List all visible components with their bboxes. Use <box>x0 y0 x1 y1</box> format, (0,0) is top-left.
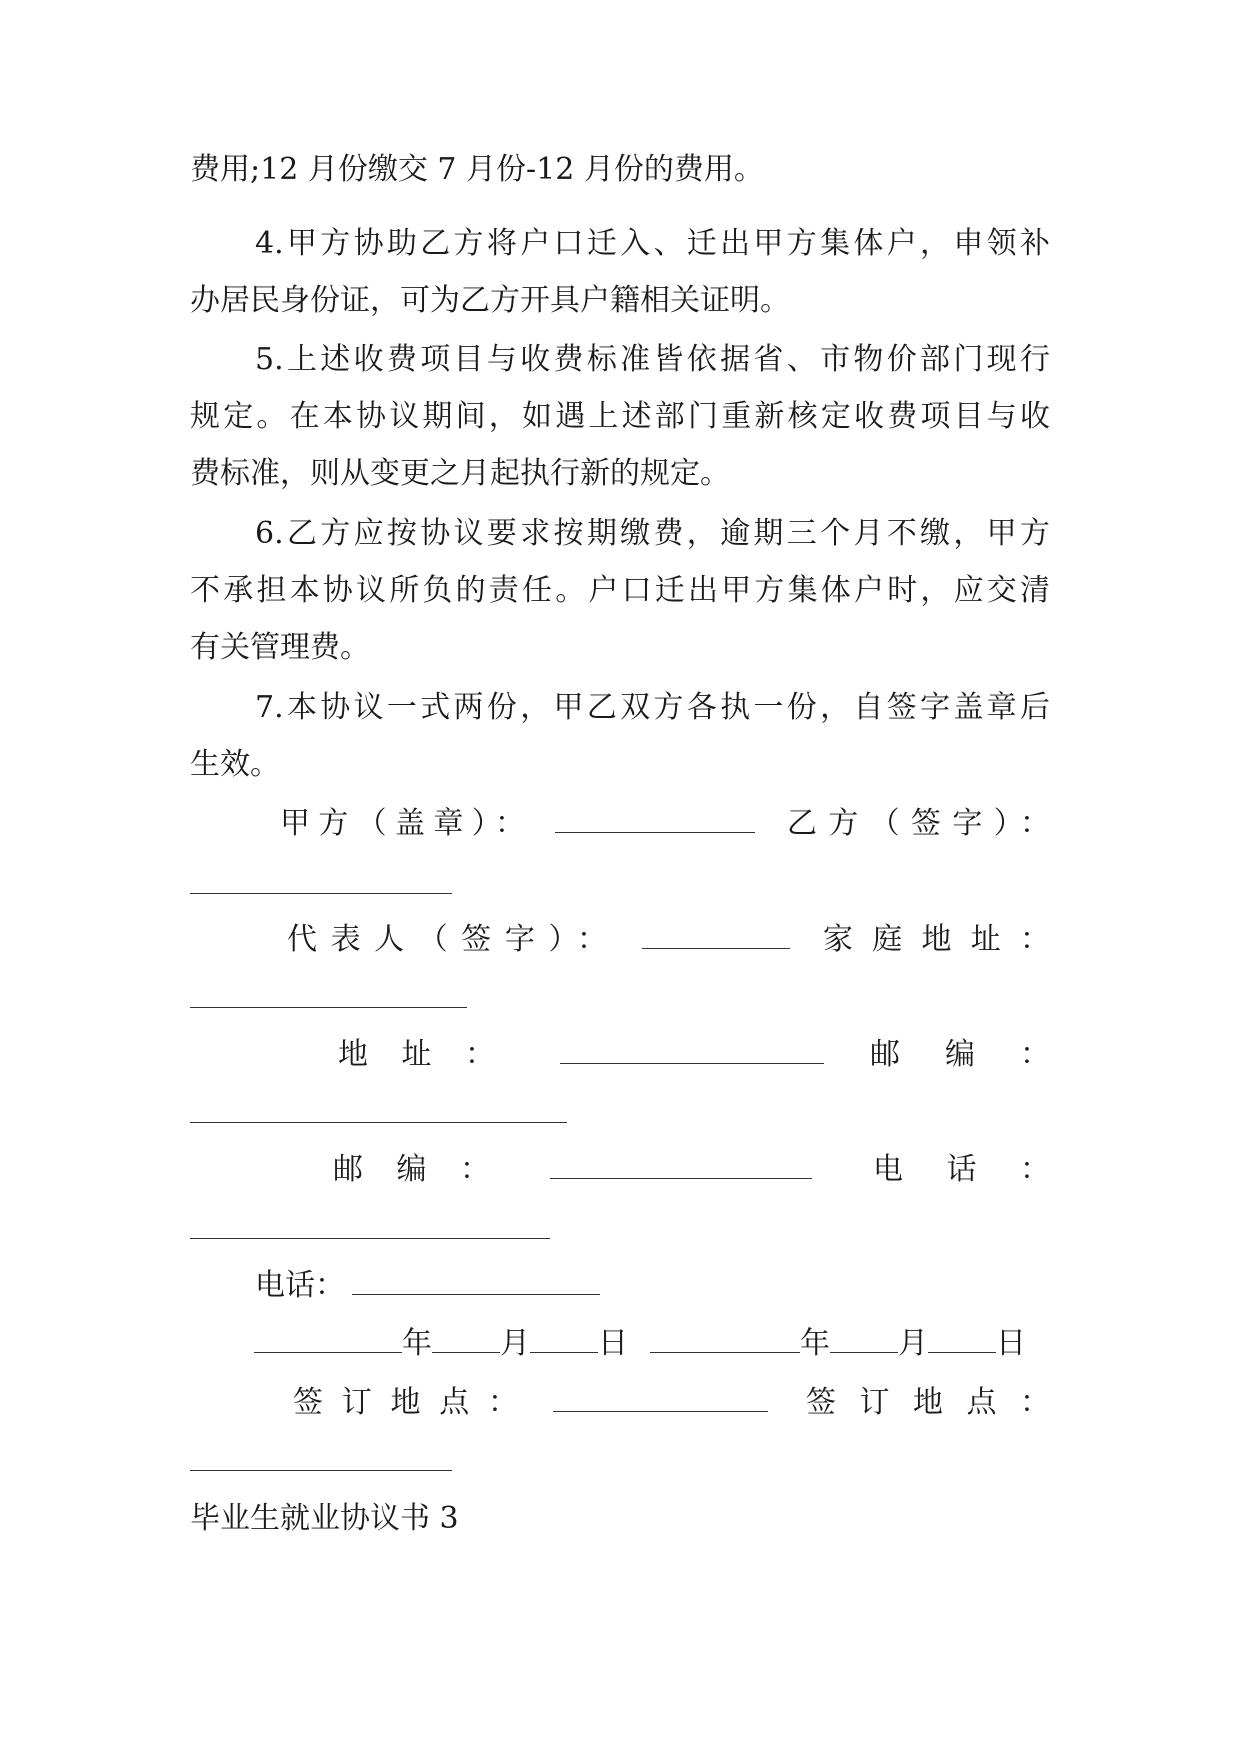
next-section-title: 毕业生就业协议书 3 <box>190 1501 459 1536</box>
date-left <box>254 1326 628 1362</box>
postcode-right-blank[interactable] <box>190 1122 567 1123</box>
sign-place-left-blank[interactable] <box>553 1385 768 1421</box>
paragraph-line: 不承担本协议所负的责任。户口迁出甲方集体户时，应交清 <box>190 573 1050 608</box>
paragraph-line: 4.甲方协助乙方将户口迁入、迁出甲方集体户，申领补 <box>255 226 1050 261</box>
sign-place-right-label: 签订地点： <box>806 1385 1050 1420</box>
sign-place-left-label: 签订地点： <box>293 1385 518 1420</box>
party-a-seal-blank[interactable] <box>555 806 755 842</box>
paragraph-line: 7.本协议一式两份，甲乙双方各执一份，自签字盖章后 <box>255 690 1050 725</box>
paragraph-line: 有关管理费。 <box>190 630 370 665</box>
day-label: 日 <box>996 1326 1026 1361</box>
representative-label: 代表人（签字）： <box>287 922 607 957</box>
day-label: 日 <box>598 1326 628 1361</box>
phone-left-label: 电话： <box>255 1268 345 1303</box>
paragraph-line: 费用;12 月份缴交 7 月份-12 月份的费用。 <box>190 152 764 187</box>
year-label: 年 <box>800 1326 830 1361</box>
paragraph-line: 6.乙方应按协议要求按期缴费，逾期三个月不缴，甲方 <box>255 516 1050 551</box>
phone-left-blank[interactable] <box>352 1268 600 1304</box>
party-a-seal-label: 甲方（盖章）： <box>280 806 525 841</box>
postcode-left-label: 邮编： <box>333 1152 490 1187</box>
postcode-left-blank[interactable] <box>550 1152 812 1188</box>
month-blank[interactable] <box>830 1326 898 1353</box>
year-label: 年 <box>402 1326 432 1361</box>
month-label: 月 <box>500 1326 530 1361</box>
sign-place-right-blank[interactable] <box>190 1470 452 1471</box>
date-right <box>650 1326 1026 1362</box>
paragraph-line: 费标准，则从变更之月起执行新的规定。 <box>190 456 730 491</box>
year-blank[interactable] <box>254 1326 402 1353</box>
representative-blank[interactable] <box>642 922 790 958</box>
party-b-sign-label: 乙方（签字）： <box>787 806 1050 841</box>
address-label: 地址： <box>338 1037 495 1072</box>
phone-right-blank[interactable] <box>190 1238 550 1239</box>
paragraph-line: 5.上述收费项目与收费标准皆依据省、市物价部门现行 <box>255 342 1050 377</box>
home-address-label: 家庭地址： <box>823 922 1050 957</box>
year-blank[interactable] <box>650 1326 800 1353</box>
paragraph-line: 办居民身份证，可为乙方开具户籍相关证明。 <box>190 283 790 318</box>
day-blank[interactable] <box>530 1326 598 1353</box>
party-b-sign-blank[interactable] <box>190 893 452 894</box>
postcode-right-label: 邮编： <box>870 1037 1050 1072</box>
address-blank[interactable] <box>560 1037 824 1073</box>
month-blank[interactable] <box>432 1326 500 1353</box>
paragraph-line: 生效。 <box>190 747 280 782</box>
phone-right-label: 电话： <box>873 1152 1050 1187</box>
month-label: 月 <box>898 1326 928 1361</box>
home-address-blank[interactable] <box>190 1007 467 1008</box>
day-blank[interactable] <box>928 1326 996 1353</box>
paragraph-line: 规定。在本协议期间，如遇上述部门重新核定收费项目与收 <box>190 399 1050 434</box>
